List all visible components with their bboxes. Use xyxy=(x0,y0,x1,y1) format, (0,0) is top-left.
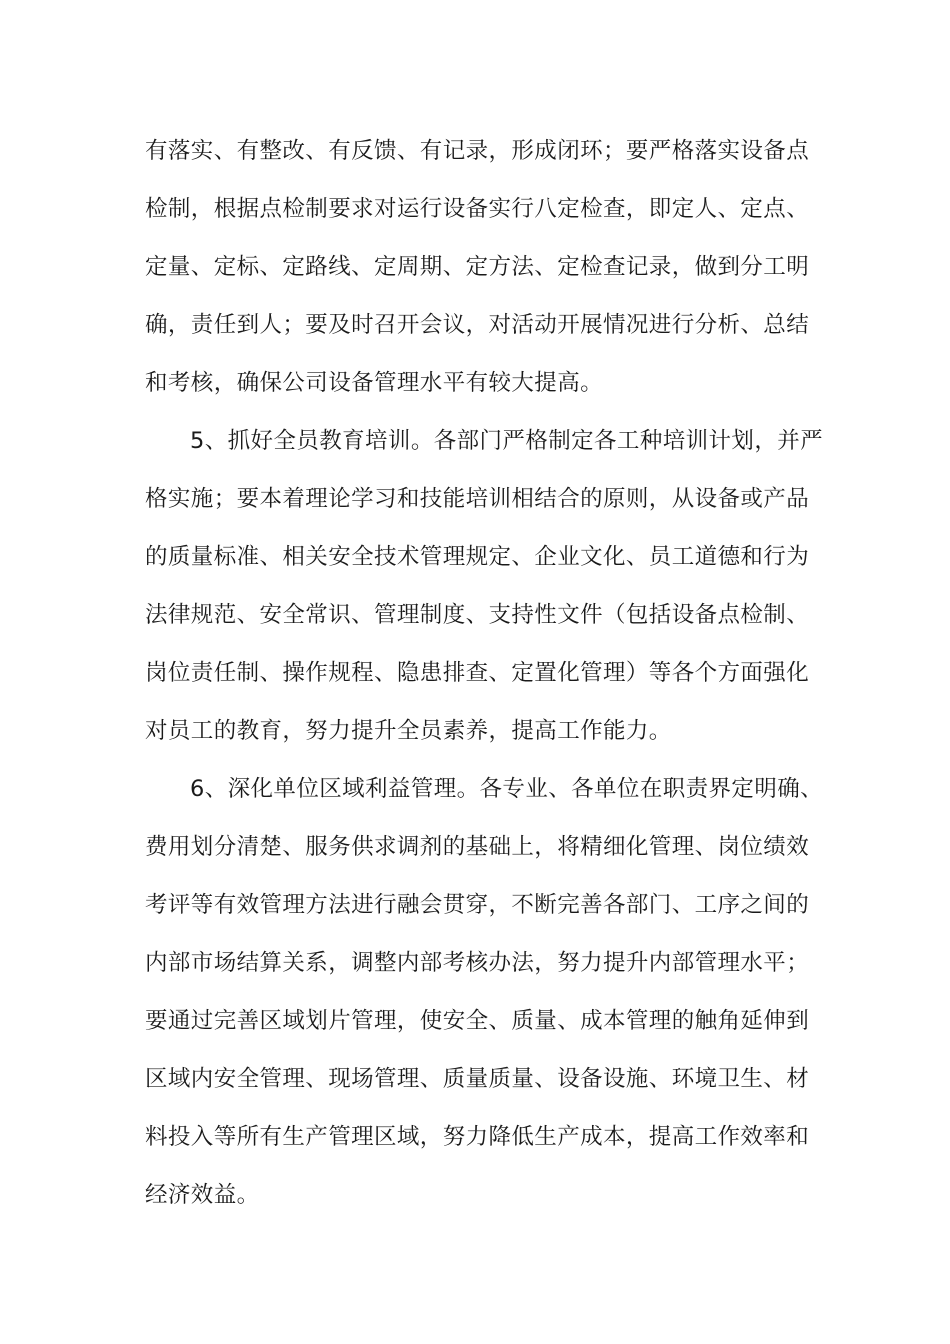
text-line: 经济效益。 xyxy=(145,1182,260,1208)
text-line: 确，责任到人；要及时召开会议，对活动开展情况进行分析、总结 xyxy=(145,312,810,338)
text-line: 法律规范、安全常识、管理制度、支持性文件（包括设备点检制、 xyxy=(145,602,810,628)
text-line: 料投入等所有生产管理区域，努力降低生产成本，提高工作效率和 xyxy=(145,1124,810,1150)
text-line: 区域内安全管理、现场管理、质量质量、设备设施、环境卫生、材 xyxy=(145,1066,810,1092)
text-line: 内部市场结算关系，调整内部考核办法，努力提升内部管理水平； xyxy=(145,950,810,976)
text-line: 定量、定标、定路线、定周期、定方法、定检查记录，做到分工明 xyxy=(145,254,810,280)
text-line: 检制，根据点检制要求对运行设备实行八定检查，即定人、定点、 xyxy=(145,196,810,222)
text-line: 岗位责任制、操作规程、隐患排查、定置化管理）等各个方面强化 xyxy=(145,660,810,686)
text-line: 费用划分清楚、服务供求调剂的基础上，将精细化管理、岗位绩效 xyxy=(145,834,810,860)
text-line: 有落实、有整改、有反馈、有记录，形成闭环；要严格落实设备点 xyxy=(145,138,810,164)
document-body xyxy=(145,128,824,1230)
text-line: 的质量标准、相关安全技术管理规定、企业文化、员工道德和行为 xyxy=(145,544,810,570)
paragraph-6-start: 6、深化单位区域利益管理。各专业、各单位在职责界定明确、 xyxy=(190,776,824,802)
paragraph-5-start: 5、抓好全员教育培训。各部门严格制定各工种培训计划，并严 xyxy=(190,428,824,454)
text-line: 和考核，确保公司设备管理水平有较大提高。 xyxy=(145,370,604,396)
text-line: 要通过完善区域划片管理，使安全、质量、成本管理的触角延伸到 xyxy=(145,1008,810,1034)
text-line: 对员工的教育，努力提升全员素养，提高工作能力。 xyxy=(145,718,672,744)
text-line: 格实施；要本着理论学习和技能培训相结合的原则，从设备或产品 xyxy=(145,486,810,512)
text-line: 考评等有效管理方法进行融会贯穿，不断完善各部门、工序之间的 xyxy=(145,892,810,918)
